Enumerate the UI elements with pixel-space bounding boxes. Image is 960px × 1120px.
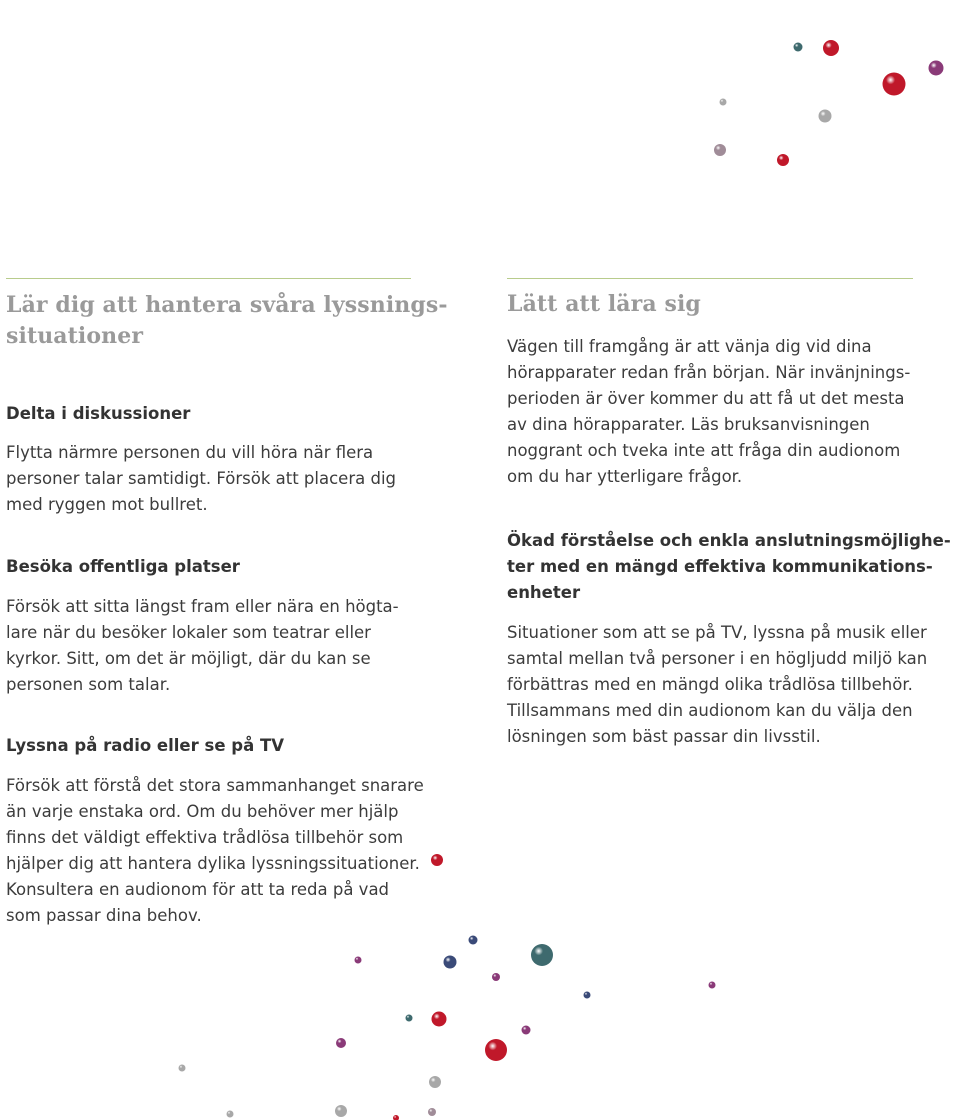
section-discussion — [6, 401, 411, 518]
section-subheading: Delta i diskussioner — [6, 404, 191, 423]
sphere-decoration — [444, 956, 457, 969]
sphere-decoration — [227, 1111, 234, 1118]
sphere-decoration — [714, 144, 726, 156]
section-body: Försök att sitta längst fram eller nära en högta- lare när du besöker lokaler som teatrar eller kyrkor. Sitt, om det är möjligt, där du kan se personen som talar. — [6, 597, 399, 694]
sphere-decoration — [883, 73, 906, 96]
sphere-decoration — [777, 154, 789, 166]
right-intro: Vägen till framgång är att vänja dig vid dina hörapparater redan från början. När invänjnings- perioden är över kommer du att få ut det mesta av dina hörapparater. Läs bruksanvisningen noggrant och tveka inte att fråga din audionom om du har ytterligare frågor. — [507, 337, 911, 486]
sphere-decoration — [823, 40, 839, 56]
section-public-places — [6, 554, 411, 698]
section-body: Situationer som att se på TV, lyssna på musik eller samtal mellan två personer i en högljudd miljö kan förbättras med en mängd olika trådlösa tillbehör. Tillsammans med din audionom kan du välja den lösningen som bäst passar din livsstil. — [507, 623, 928, 746]
right-heading: Lätt att lära sig — [507, 291, 701, 317]
section-subheading: Lyssna på radio eller se på TV — [6, 736, 284, 755]
sphere-decoration — [406, 1015, 413, 1022]
sphere-decoration — [431, 854, 443, 866]
section-connectivity — [507, 528, 951, 750]
right-column — [507, 278, 951, 750]
section-body: Försök att förstå det stora sammanhanget snarare än varje enstaka ord. Om du behöver mer hjälp finns det väldigt effektiva trådlösa tillbehör som hjälper dig att hantera dylika lyssningssituationer. Konsultera en audionom för att ta reda på vad som passar dina behov. — [6, 776, 424, 925]
sphere-decoration — [393, 1115, 399, 1120]
sphere-decoration — [720, 99, 727, 106]
section-body: Flytta närmre personen du vill höra när flera personer talar samtidigt. Försök att placera dig med ryggen mot bullret. — [6, 443, 396, 514]
sphere-decoration — [531, 944, 553, 966]
section-radio-tv — [6, 733, 424, 929]
section-subheading: Besöka offentliga platser — [6, 557, 240, 576]
sphere-decoration — [335, 1105, 347, 1117]
left-heading: Lär dig att hantera svåra lyssnings- situationer — [6, 292, 448, 349]
sphere-decoration — [432, 1012, 447, 1027]
sphere-decoration — [179, 1065, 186, 1072]
left-top-rule — [6, 278, 411, 279]
sphere-decoration — [428, 1108, 436, 1116]
sphere-decoration — [819, 110, 832, 123]
section-subheading: Ökad förståelse och enkla anslutningsmöjlighe- ter med en mängd effektiva kommunikations- enheter — [507, 531, 951, 602]
sphere-decoration — [709, 982, 716, 989]
sphere-decoration — [522, 1026, 531, 1035]
sphere-decoration — [429, 1076, 441, 1088]
left-column — [6, 278, 448, 929]
sphere-decoration — [355, 957, 362, 964]
sphere-decoration — [336, 1038, 346, 1048]
right-top-rule — [507, 278, 913, 279]
sphere-decoration — [584, 992, 591, 999]
sphere-decoration — [929, 61, 944, 76]
sphere-decoration — [794, 43, 803, 52]
sphere-decoration — [485, 1039, 507, 1061]
sphere-decoration — [469, 936, 478, 945]
sphere-decoration — [492, 973, 500, 981]
